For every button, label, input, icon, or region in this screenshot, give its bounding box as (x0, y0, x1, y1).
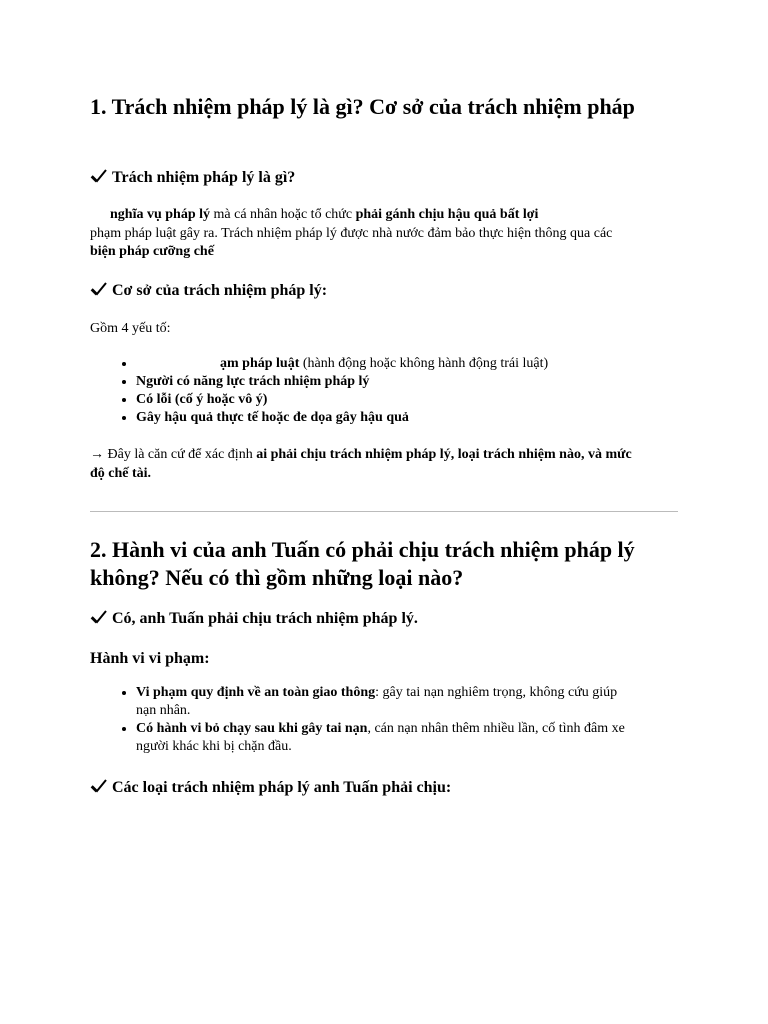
conclusion-line2 (90, 464, 151, 483)
item2: Người có năng lực trách nhiệm pháp lý (136, 374, 370, 389)
list-item (136, 720, 676, 756)
item3: Có lỗi (cố ý hoặc vô ý) (136, 392, 268, 407)
conclusion-line1 (90, 445, 632, 464)
list-item (136, 391, 548, 409)
section1-title: 1. Trách nhiệm pháp lý là gì? Cơ sở của trách nhiệm pháp (90, 94, 635, 119)
conclusion-bold: ai phải chịu trách nhiệm pháp lý, loại trách nhiệm nào, và mức (256, 447, 632, 462)
list-item (136, 684, 676, 720)
check-icon (90, 609, 110, 629)
types-heading-row (90, 778, 451, 798)
violation1-text: : gây tai nạn nghiêm trọng, không cứu giúp (375, 685, 618, 700)
answer-heading-row (90, 609, 418, 629)
q2-heading-row (90, 281, 327, 301)
q2-intro: Gồm 4 yếu tố: (90, 321, 171, 336)
q1-heading-row (90, 168, 295, 188)
q1-paragraph-line2: phạm pháp luật gây ra. Trách nhiệm pháp lý được nhà nước đảm bảo thực hiện thông qua các (90, 226, 613, 241)
list-item (136, 373, 548, 391)
q2-heading: Cơ sở của trách nhiệm pháp lý: (112, 282, 328, 299)
item1-text: (hành động hoặc không hành động trái luật) (299, 356, 549, 371)
item1-bold: ạm pháp luật (220, 356, 300, 371)
term-nghia-vu: nghĩa vụ pháp lý (110, 207, 210, 222)
conclusion-bold2: độ chế tài. (90, 466, 152, 481)
item4: Gây hậu quả thực tế hoặc đe dọa gây hậu quả (136, 410, 409, 425)
violation1-bold: Vi phạm quy định về an toàn giao thông (136, 685, 376, 700)
q1-paragraph-line3 (90, 242, 214, 261)
types-heading: Các loại trách nhiệm pháp lý anh Tuấn phải chịu: (112, 779, 452, 796)
elements-list (90, 355, 548, 427)
check-icon (90, 168, 110, 188)
q1-text1: mà cá nhân hoặc tổ chức (210, 207, 356, 222)
section2-title-line1: 2. Hành vi của anh Tuấn có phải chịu trách nhiệm pháp lý (90, 537, 635, 562)
violations-list (90, 684, 676, 756)
answer-heading: Có, anh Tuấn phải chịu trách nhiệm pháp lý. (112, 610, 418, 627)
q1-heading: Trách nhiệm pháp lý là gì? (112, 169, 296, 186)
conclusion-text: → Đây là căn cứ để xác định (90, 447, 257, 462)
term-hau-qua: phải gánh chịu hậu quả bất lợi (355, 207, 539, 222)
violation2-text2: người khác khi bị chặn đầu. (136, 739, 292, 754)
term-cuong-che: biện pháp cưỡng chế (90, 244, 214, 259)
check-icon (90, 281, 110, 301)
violation2-bold: Có hành vi bỏ chạy sau khi gây tai nạn (136, 721, 368, 736)
violations-heading: Hành vi vi phạm: (90, 650, 210, 667)
q1-paragraph-line1 (110, 205, 538, 224)
section-divider (90, 511, 678, 512)
list-item (136, 355, 548, 373)
list-item (136, 409, 548, 427)
check-icon (90, 778, 110, 798)
violation1-text2: nạn nhân. (136, 703, 191, 718)
violation2-text: , cán nạn nhân thêm nhiều lần, cố tình đâm xe (367, 721, 625, 736)
section2-title-line2: không? Nếu có thì gồm những loại nào? (90, 565, 464, 590)
